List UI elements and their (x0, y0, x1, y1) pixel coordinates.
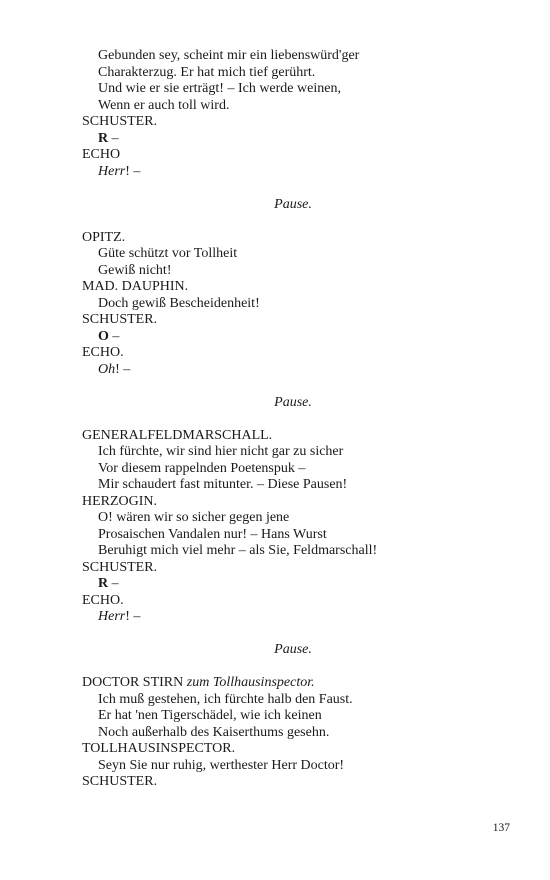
spacer (82, 213, 482, 230)
speaker-name: TOLLHAUSINSPECTOR. (82, 741, 236, 756)
speaker-name: OPITZ. (82, 229, 126, 245)
verse-line (82, 131, 482, 148)
verse-line: Und wie er sie erträgt! – Ich werde weinen, (98, 81, 341, 96)
verse-line: Seyn Sie nur ruhig, werthester Herr Doctor! (98, 757, 345, 773)
verse-line: O! wären wir so sicher gegen jene (98, 510, 290, 525)
bold-letter: R (98, 576, 109, 591)
speaker-name: SCHUSTER. (82, 312, 158, 327)
speaker-name: MAD. DAUPHIN. (82, 279, 189, 294)
verse-line: Mir schaudert fast mitunter. – Diese Pausen! (98, 477, 348, 492)
speaker-name: SCHUSTER. (82, 559, 158, 575)
line-rest: – (108, 130, 119, 146)
verse-line (82, 576, 482, 593)
verse-line: Güte schützt vor Tollheit (98, 246, 238, 261)
spacer (82, 378, 482, 395)
italic-word: Herr (98, 163, 126, 179)
verse-line: Ich fürchte, wir sind hier nicht gar zu sicher (98, 444, 344, 459)
verse-line: Doch gewiß Bescheidenheit! (98, 295, 260, 311)
speaker-name: SCHUSTER. (82, 114, 158, 129)
italic-word: Oh (98, 361, 116, 377)
speaker-name (82, 675, 482, 692)
verse-line: Vor diesem rappelnden Poetenspuk – (98, 460, 306, 476)
line-rest: – (108, 576, 119, 591)
line-rest: ! – (115, 361, 131, 377)
line-rest: – (108, 328, 120, 344)
verse-line: Charakterzug. Er hat mich tief gerührt. (98, 64, 316, 80)
speaker-name: HERZOGIN. (82, 493, 158, 509)
verse-line (82, 329, 482, 346)
spacer (82, 659, 482, 676)
verse-line: Gewiß nicht! (98, 262, 172, 278)
verse-line: Prosaischen Vandalen nur! – Hans Wurst (98, 526, 327, 542)
verse-line: Gebunden sey, scheint mir ein liebenswürd'ger (98, 48, 360, 63)
speaker-label: DOCTOR STIRN (82, 675, 187, 690)
stage-direction: Pause. (274, 642, 312, 657)
verse-line: Er hat 'nen Tigerschädel, wie ich keinen (98, 708, 322, 723)
verse-line (82, 609, 482, 626)
spacer (82, 626, 482, 643)
stage-direction: Pause. (274, 394, 312, 410)
verse-line (82, 164, 482, 181)
verse-line: Noch außerhalb des Kaiserthums gesehn. (98, 724, 330, 740)
verse-line: Wenn er auch toll wird. (98, 97, 230, 113)
stage-direction: Pause. (274, 196, 312, 212)
speaker-name: ECHO. (82, 345, 124, 360)
verse-line: Ich muß gestehen, ich fürchte halb den Faust. (98, 691, 353, 707)
speaker-name: ECHO. (82, 592, 124, 608)
line-rest: ! – (125, 609, 141, 624)
spacer (82, 180, 482, 197)
bold-letter: R (98, 130, 109, 146)
line-rest: ! – (125, 163, 141, 179)
speaker-name: GENERALFELDMARSCHALL. (82, 427, 273, 443)
verse-line: Beruhigt mich viel mehr – als Sie, Feldmarschall! (98, 543, 378, 558)
speaker-name: SCHUSTER. (82, 774, 158, 789)
bold-letter: O (98, 328, 109, 344)
spacer (82, 411, 482, 428)
italic-word: Herr (98, 609, 126, 624)
stage-note: zum Tollhausinspector. (186, 675, 315, 690)
speaker-name: ECHO (82, 147, 121, 162)
page-number: 137 (492, 822, 510, 834)
verse-line (82, 362, 482, 379)
play-text (82, 48, 482, 791)
